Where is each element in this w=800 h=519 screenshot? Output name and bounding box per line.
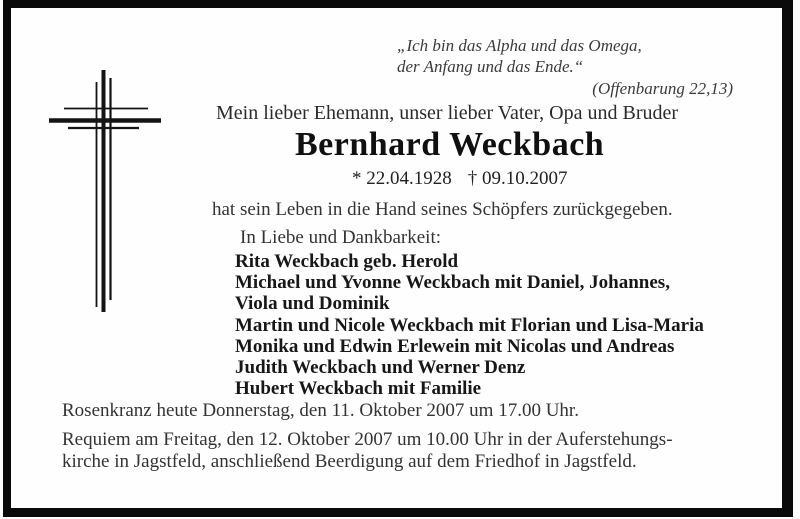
scripture-quote xyxy=(397,36,733,100)
mourner-line: Judith Weckbach und Werner Denz xyxy=(235,357,526,379)
mourner-line: Monika und Edwin Erlewein mit Nicolas und Andreas xyxy=(235,335,675,357)
mourner-line: Michael und Yvonne Weckbach mit Daniel, Johannes, xyxy=(235,272,670,294)
quote-line-2: der Anfang und das Ende.“ xyxy=(397,56,584,76)
farewell-statement: hat sein Leben in die Hand seines Schöpfers zurückgegeben. xyxy=(212,199,673,220)
cross-icon xyxy=(44,60,169,320)
life-dates xyxy=(352,168,568,190)
mourner-line: Martin und Nicole Weckbach mit Florian und Lisa-Maria xyxy=(235,314,704,336)
quote-line-1: „Ich bin das Alpha und das Omega, xyxy=(397,36,642,55)
mourner-line: Hubert Weckbach mit Familie xyxy=(235,378,482,400)
birth-date: * 22.04.1928 xyxy=(352,168,452,189)
mourners-heading: In Liebe und Dankbarkeit: xyxy=(240,227,442,248)
requiem-announcement xyxy=(62,429,673,472)
relation-line: Mein lieber Ehemann, unser lieber Vater, Opa und Bruder xyxy=(216,102,679,124)
requiem-line-2: kirche in Jagstfeld, anschließend Beerdigung auf dem Friedhof in Jagstfeld. xyxy=(62,450,637,472)
mourner-line: Rita Weckbach geb. Herold xyxy=(235,251,459,272)
mourner-line: Viola und Dominik xyxy=(235,293,390,315)
rosary-announcement: Rosenkranz heute Donnerstag, den 11. Oktober 2007 um 17.00 Uhr. xyxy=(62,400,579,421)
mourners-list xyxy=(235,251,704,399)
quote-attribution: (Offenbarung 22,13) xyxy=(592,79,733,98)
requiem-line-1: Requiem am Freitag, den 12. Oktober 2007 um 10.00 Uhr in der Auferstehungs- xyxy=(62,429,673,450)
deceased-name: Bernhard Weckbach xyxy=(295,126,605,163)
death-date: † 09.10.2007 xyxy=(467,168,568,189)
